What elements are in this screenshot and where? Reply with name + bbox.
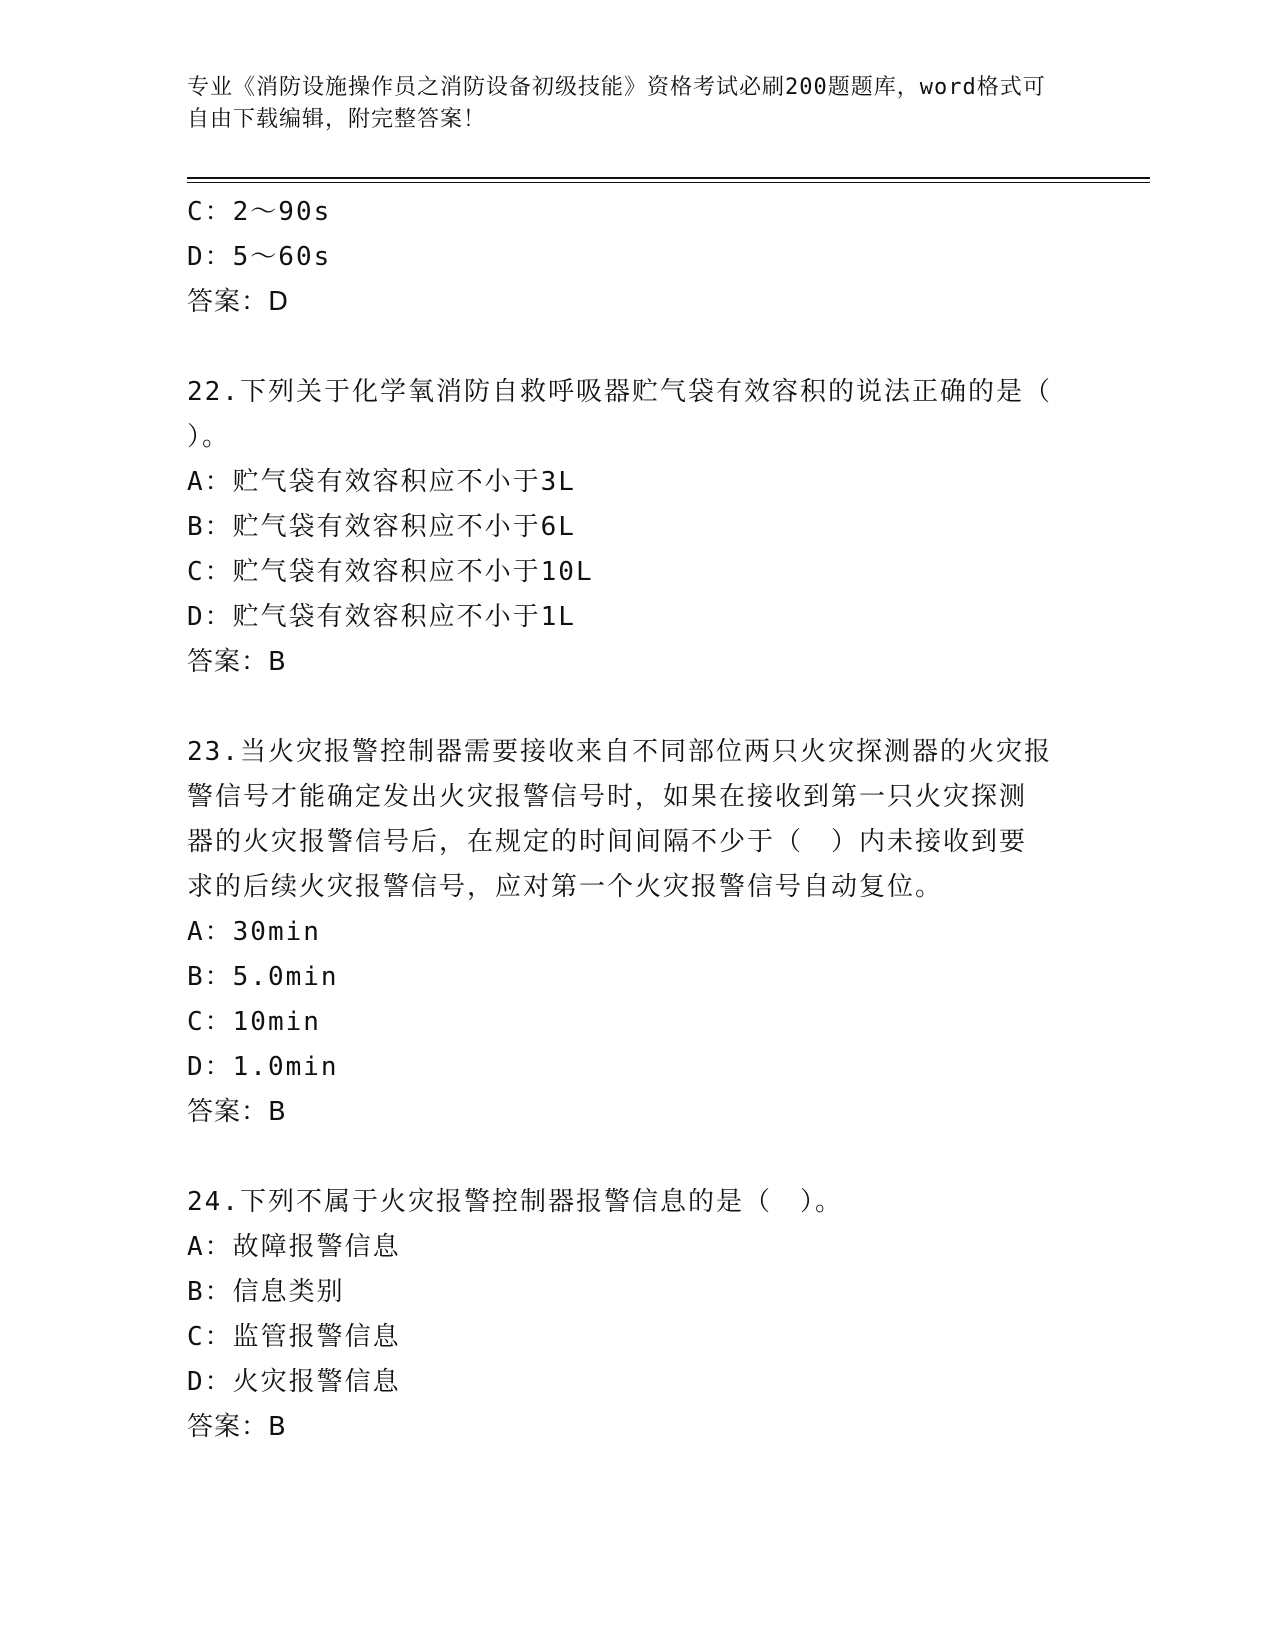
question-text-line: 23.当火灾报警控制器需要接收来自不同部位两只火灾探测器的火灾报 (187, 737, 1052, 767)
answer-line: 答案：B (187, 1097, 287, 1127)
spacer (187, 1135, 1087, 1180)
answer-line: 答案：B (187, 647, 287, 677)
option-b: B：信息类别 (187, 1277, 345, 1307)
option-d: D：贮气袋有效容积应不小于1L (187, 602, 576, 632)
option-d: D：1.0min (187, 1052, 339, 1082)
question-23 (187, 730, 1087, 1135)
header-rule-thick (187, 177, 1150, 179)
question-22 (187, 370, 1087, 685)
spacer (187, 685, 1087, 730)
option-c: C：10min (187, 1007, 321, 1037)
answer-line: 答案：B (187, 1412, 287, 1442)
answer-line: 答案：D (187, 287, 290, 317)
option-a: A：贮气袋有效容积应不小于3L (187, 467, 576, 497)
option-c: C：监管报警信息 (187, 1322, 401, 1352)
option-d: D：火灾报警信息 (187, 1367, 401, 1397)
question-text-line: 24.下列不属于火灾报警控制器报警信息的是（ ）。 (187, 1187, 843, 1217)
question-text-line: ）。 (187, 422, 231, 452)
document-body (187, 190, 1087, 1450)
question-text-line: 器的火灾报警信号后，在规定的时间间隔不少于（ ）内未接收到要 (187, 827, 1028, 857)
option-a: A：故障报警信息 (187, 1232, 401, 1262)
option-c: C：2～90s (187, 197, 332, 227)
page-header: 专业《消防设施操作员之消防设备初级技能》资格考试必刷200题题库，word格式可自由下载编辑，附完整答案！ (187, 75, 1046, 132)
spacer (187, 325, 1087, 370)
option-b: B：5.0min (187, 962, 339, 992)
header-rule-thin (187, 182, 1150, 183)
question-text-line: 22.下列关于化学氧消防自救呼吸器贮气袋有效容积的说法正确的是（ (187, 377, 1052, 407)
question-text-line: 求的后续火灾报警信号，应对第一个火灾报警信号自动复位。 (187, 872, 944, 902)
question-text-line: 警信号才能确定发出火灾报警信号时，如果在接收到第一只火灾探测 (187, 782, 1028, 812)
option-c: C：贮气袋有效容积应不小于10L (187, 557, 594, 587)
question-24 (187, 1180, 1087, 1450)
option-a: A：30min (187, 917, 321, 947)
question-21-tail (187, 190, 1087, 325)
option-b: B：贮气袋有效容积应不小于6L (187, 512, 576, 542)
option-d: D：5～60s (187, 242, 332, 272)
